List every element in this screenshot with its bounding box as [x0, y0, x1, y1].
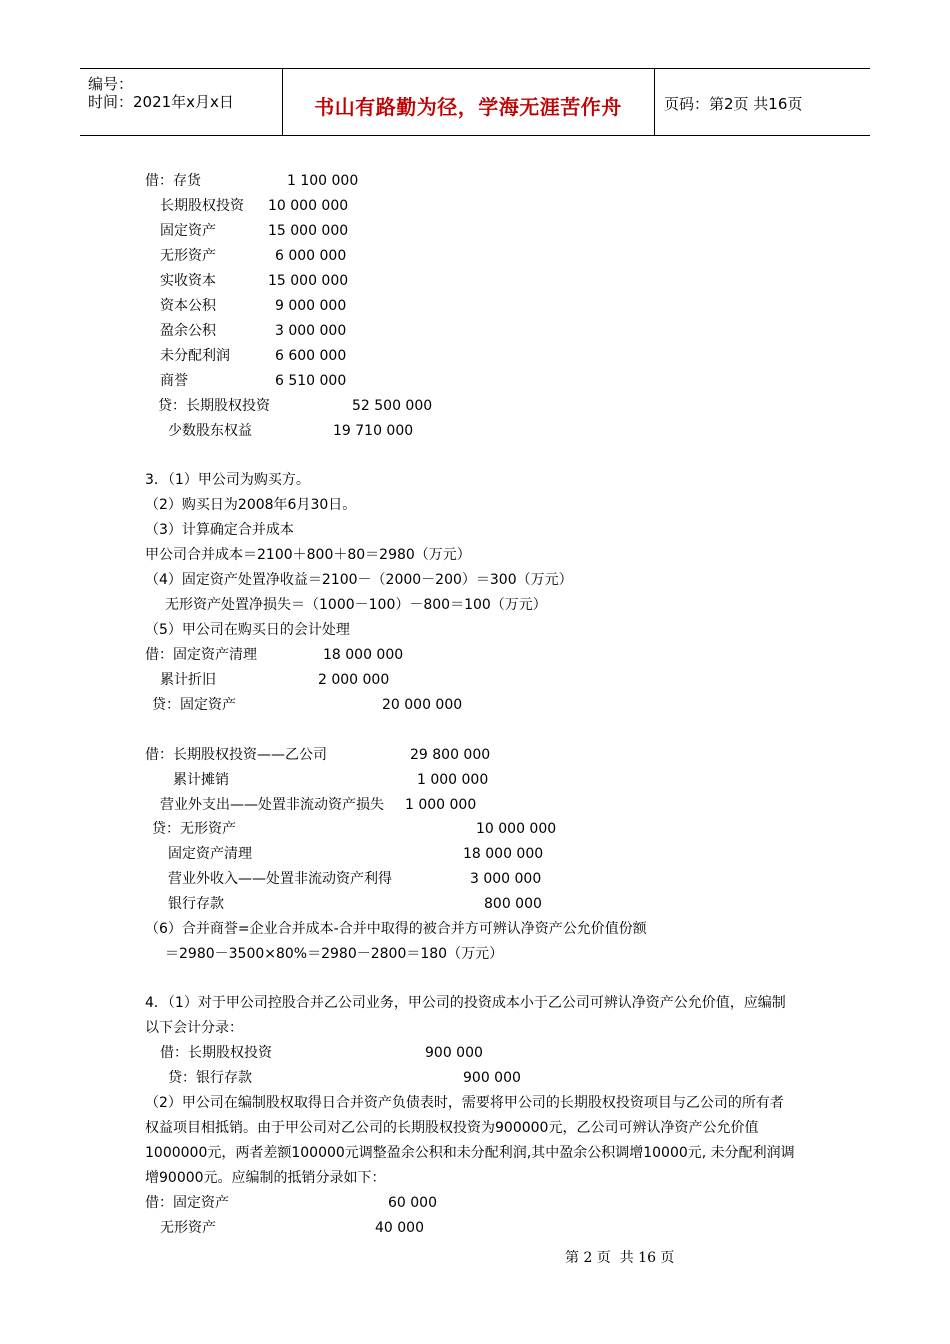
text-line: 60 000: [388, 1195, 437, 1211]
text-line: 贷：固定资产: [152, 697, 236, 713]
text-line: 资本公积: [160, 298, 216, 314]
text-line: 无形资产: [160, 1220, 216, 1236]
text-line: 900 000: [463, 1070, 521, 1086]
text-line: 4．（1）对于甲公司控股合并乙公司业务，甲公司的投资成本小于乙公司可辨认净资产公允价值，应编制: [145, 995, 786, 1011]
text-line: 6 510 000: [275, 373, 347, 389]
text-line: ＝2980－3500×80%＝2980－2800＝180（万元）: [165, 946, 504, 962]
text-line: 20 000 000: [382, 697, 463, 713]
text-line: 未分配利润: [160, 348, 230, 364]
text-line: 1 000 000: [405, 797, 477, 813]
text-line: 18 000 000: [463, 846, 544, 862]
text-line: 10 000 000: [268, 198, 349, 214]
text-line: （3）计算确定合并成本: [145, 522, 294, 538]
text-line: 2 000 000: [318, 672, 390, 688]
text-line: 52 500 000: [352, 398, 433, 414]
text-line: 累计摊销: [173, 772, 229, 788]
header-page-cell: [654, 69, 870, 135]
text-line: 盈余公积: [160, 323, 216, 339]
text-line: 贷：长期股权投资: [158, 398, 270, 414]
text-line: 3 000 000: [275, 323, 347, 339]
text-line: 权益项目相抵销。由于甲公司对乙公司的长期股权投资为900000元，乙公司可辨认净资产公允价值: [145, 1120, 759, 1136]
text-line: 借：存货: [145, 173, 201, 189]
text-line: 15 000 000: [268, 273, 349, 289]
text-line: 以下会计分录：: [145, 1020, 243, 1036]
text-line: （4）固定资产处置净收益＝2100－（2000－200）＝300（万元）: [145, 572, 573, 588]
text-line: 19 710 000: [333, 423, 414, 439]
text-line: 累计折旧: [160, 672, 216, 688]
document-number: 编号：: [88, 75, 134, 93]
header-motto: 书山有路勤为径，学海无涯苦作舟: [314, 95, 622, 119]
text-line: （5）甲公司在购买日的会计处理: [145, 622, 350, 638]
text-line: 贷：无形资产: [152, 821, 236, 837]
header-page-number: 页码：第2页 共16页: [664, 95, 803, 113]
text-line: 800 000: [484, 896, 542, 912]
text-line: （6）合并商誉=企业合并成本-合并中取得的被合并方可辨认净资产公允价值份额: [145, 921, 647, 937]
text-line: 贷：银行存款: [168, 1070, 252, 1086]
text-line: 增90000元。应编制的抵销分录如下：: [145, 1170, 386, 1186]
text-line: 营业外支出——处置非流动资产损失: [160, 797, 384, 813]
text-line: 长期股权投资: [160, 198, 244, 214]
text-line: 借：固定资产: [145, 1195, 229, 1211]
text-line: 3．（1）甲公司为购买方。: [145, 472, 310, 488]
text-line: 1 000 000: [417, 772, 489, 788]
footer-page-number: 第 2 页 共 16 页: [565, 1250, 675, 1266]
text-line: 1 100 000: [287, 173, 359, 189]
text-line: 无形资产处置净损失＝（1000－100）－800＝100（万元）: [165, 597, 547, 613]
text-line: 借：固定资产清理: [145, 647, 257, 663]
text-line: 29 800 000: [410, 747, 491, 763]
text-line: 6 000 000: [275, 248, 347, 264]
text-line: 借：长期股权投资: [160, 1045, 272, 1061]
text-line: 40 000: [375, 1220, 424, 1236]
text-line: 9 000 000: [275, 298, 347, 314]
text-line: （2）购买日为2008年6月30日。: [145, 497, 357, 513]
header-table: [80, 68, 870, 136]
document-time: 时间：2021年x月x日: [88, 93, 234, 111]
text-line: 实收资本: [160, 273, 216, 289]
text-line: 商誉: [160, 373, 188, 389]
text-line: （2）甲公司在编制股权取得日合并资产负债表时，需要将甲公司的长期股权投资项目与乙公司的所有者: [145, 1095, 784, 1111]
text-line: 无形资产: [160, 248, 216, 264]
text-line: 1000000元，两者差额100000元调整盈余公积和未分配利润,其中盈余公积调增10000元, 未分配利润调: [145, 1145, 795, 1161]
text-line: 15 000 000: [268, 223, 349, 239]
text-line: 10 000 000: [476, 821, 557, 837]
text-line: 固定资产清理: [168, 846, 252, 862]
text-line: 900 000: [425, 1045, 483, 1061]
header-info-cell: [80, 69, 283, 135]
text-line: 固定资产: [160, 223, 216, 239]
text-line: 银行存款: [168, 896, 224, 912]
text-line: 6 600 000: [275, 348, 347, 364]
text-line: 营业外收入——处置非流动资产利得: [168, 871, 392, 887]
text-line: 少数股东权益: [168, 423, 252, 439]
text-line: 借：长期股权投资——乙公司: [145, 747, 327, 763]
text-line: 18 000 000: [323, 647, 404, 663]
text-line: 甲公司合并成本＝2100＋800＋80＝2980（万元）: [145, 547, 471, 563]
text-line: 3 000 000: [470, 871, 542, 887]
header-motto-cell: [282, 69, 655, 135]
